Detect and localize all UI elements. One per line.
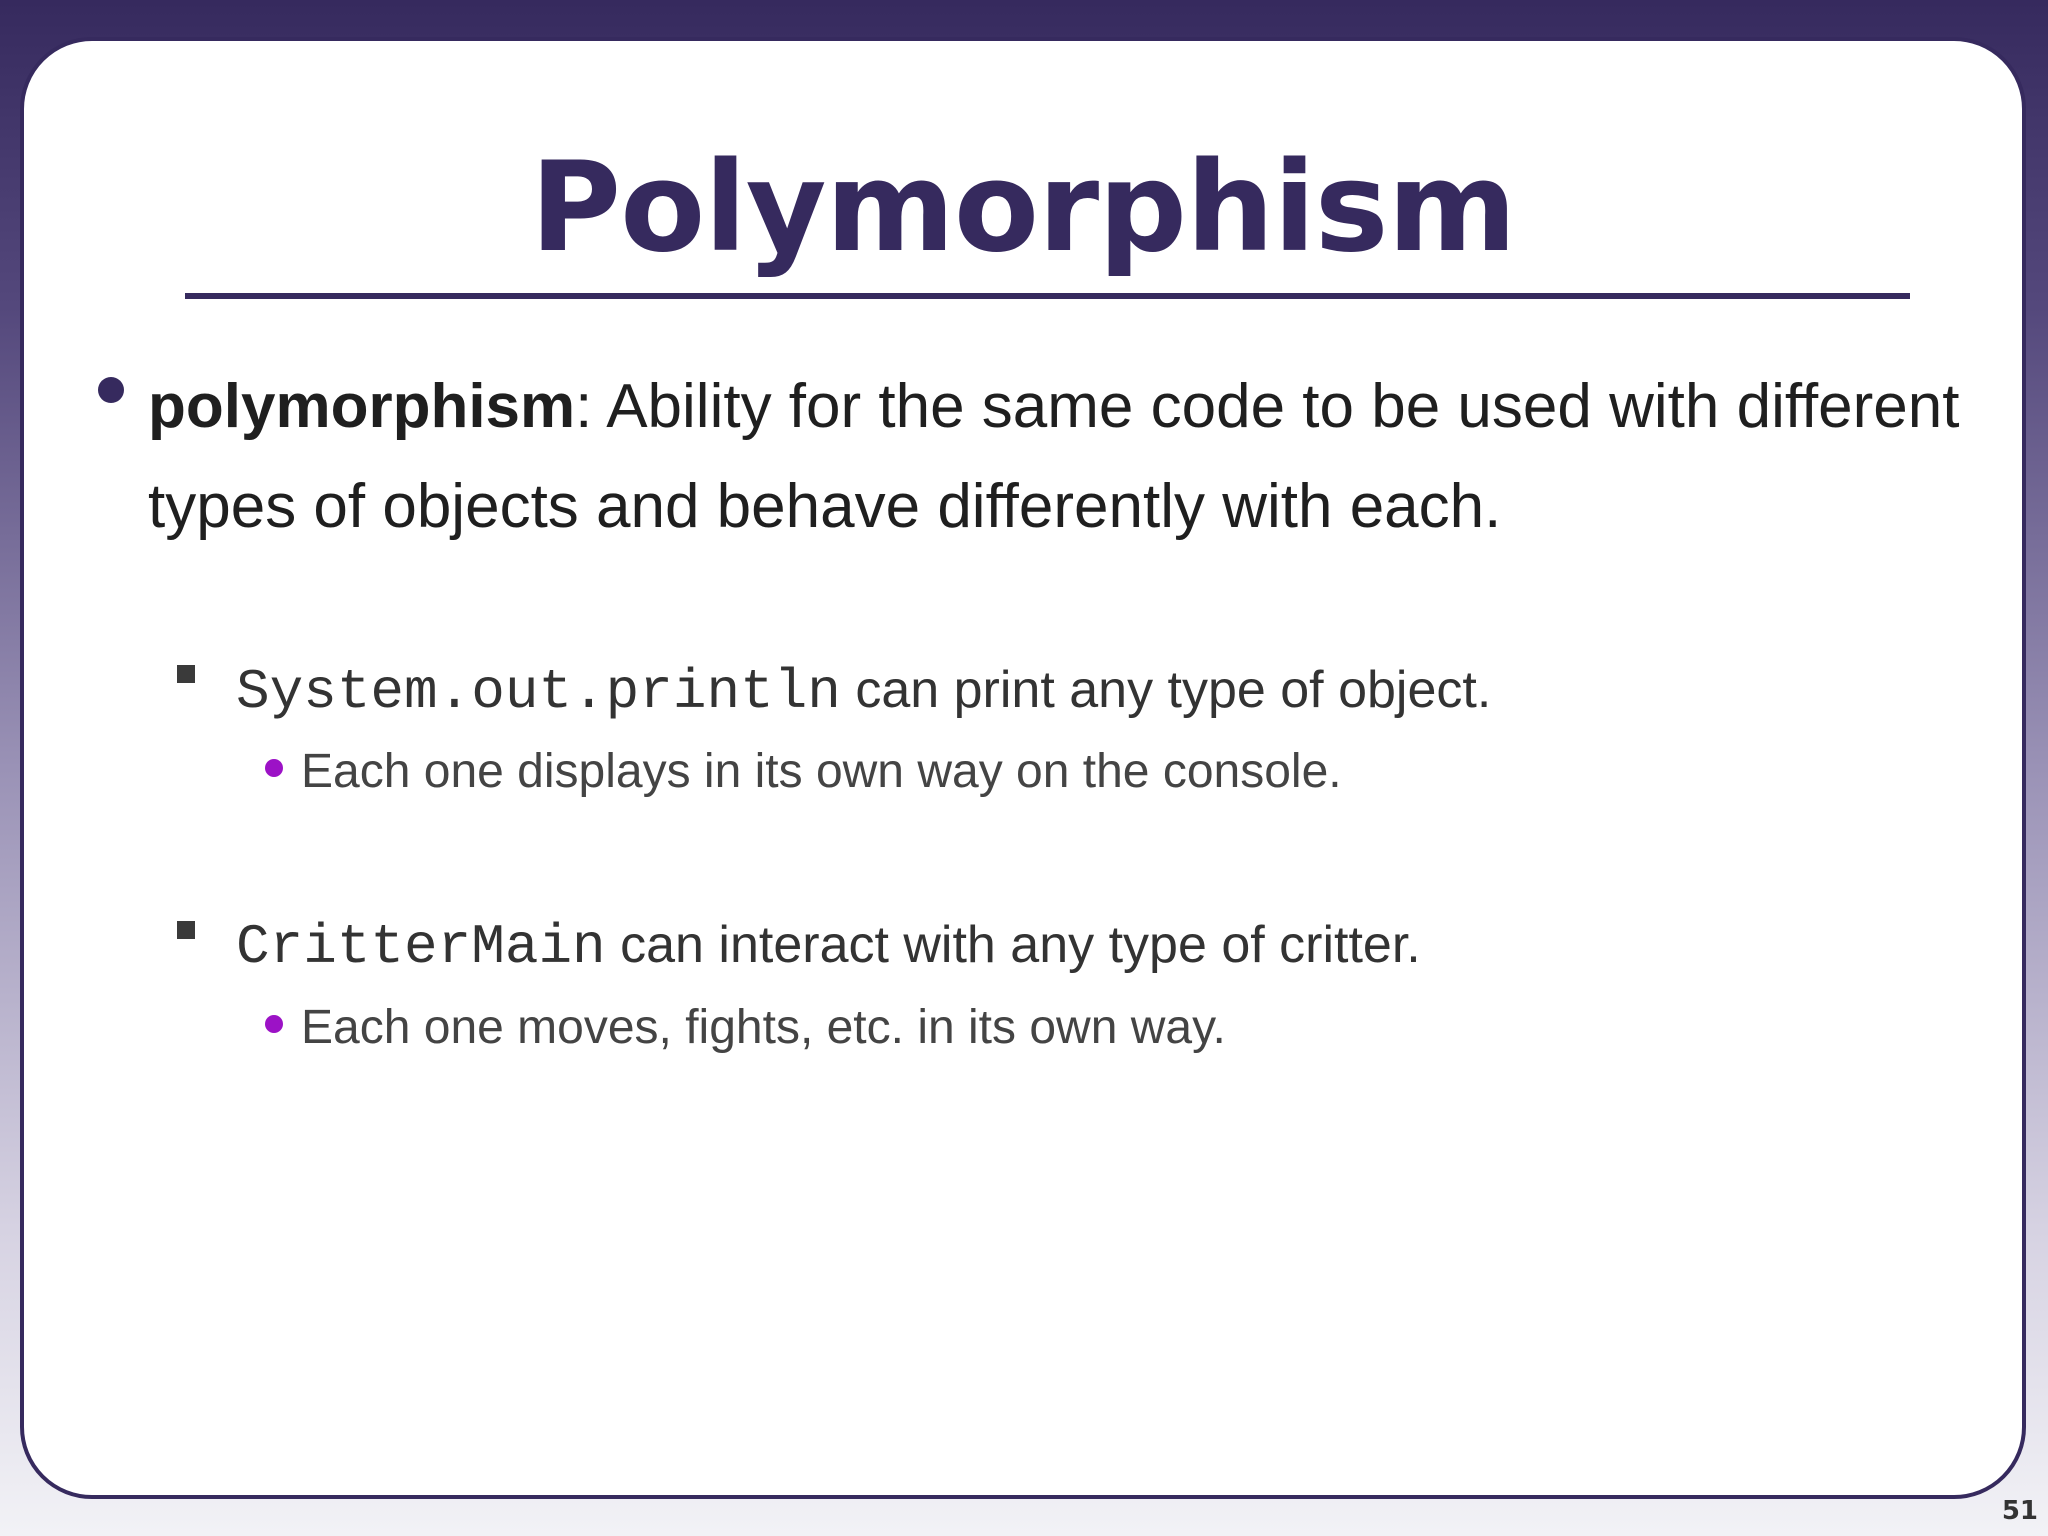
slide-frame bbox=[20, 37, 2026, 1499]
slide-title: Polymorphism bbox=[530, 136, 1516, 280]
code-crittermain: CritterMain bbox=[236, 915, 606, 979]
page-number: 51 bbox=[2001, 1496, 2038, 1526]
point-println bbox=[236, 655, 1491, 727]
point-detail-crittermain: Each one moves, fights, etc. in its own way. bbox=[301, 1001, 1226, 1054]
code-system-out-println: System.out.println bbox=[236, 660, 841, 724]
title-underline bbox=[185, 293, 1910, 299]
sub-bullet-dot bbox=[265, 759, 283, 777]
point-crittermain bbox=[236, 910, 1421, 982]
point-text: can print any type of object. bbox=[840, 661, 1492, 719]
square-bullet bbox=[177, 665, 195, 683]
sub-bullet-dot bbox=[265, 1015, 283, 1033]
point-detail-println: Each one displays in its own way on the console. bbox=[301, 745, 1342, 798]
square-bullet bbox=[177, 921, 195, 939]
definition-body: : Ability for the same code to be used with different types of objects and behave differently with each. bbox=[148, 372, 1960, 541]
definition-term: polymorphism bbox=[148, 372, 576, 441]
point-text: can interact with any type of critter. bbox=[605, 916, 1421, 974]
definition-text bbox=[148, 357, 2018, 557]
bullet-dot bbox=[98, 377, 124, 403]
